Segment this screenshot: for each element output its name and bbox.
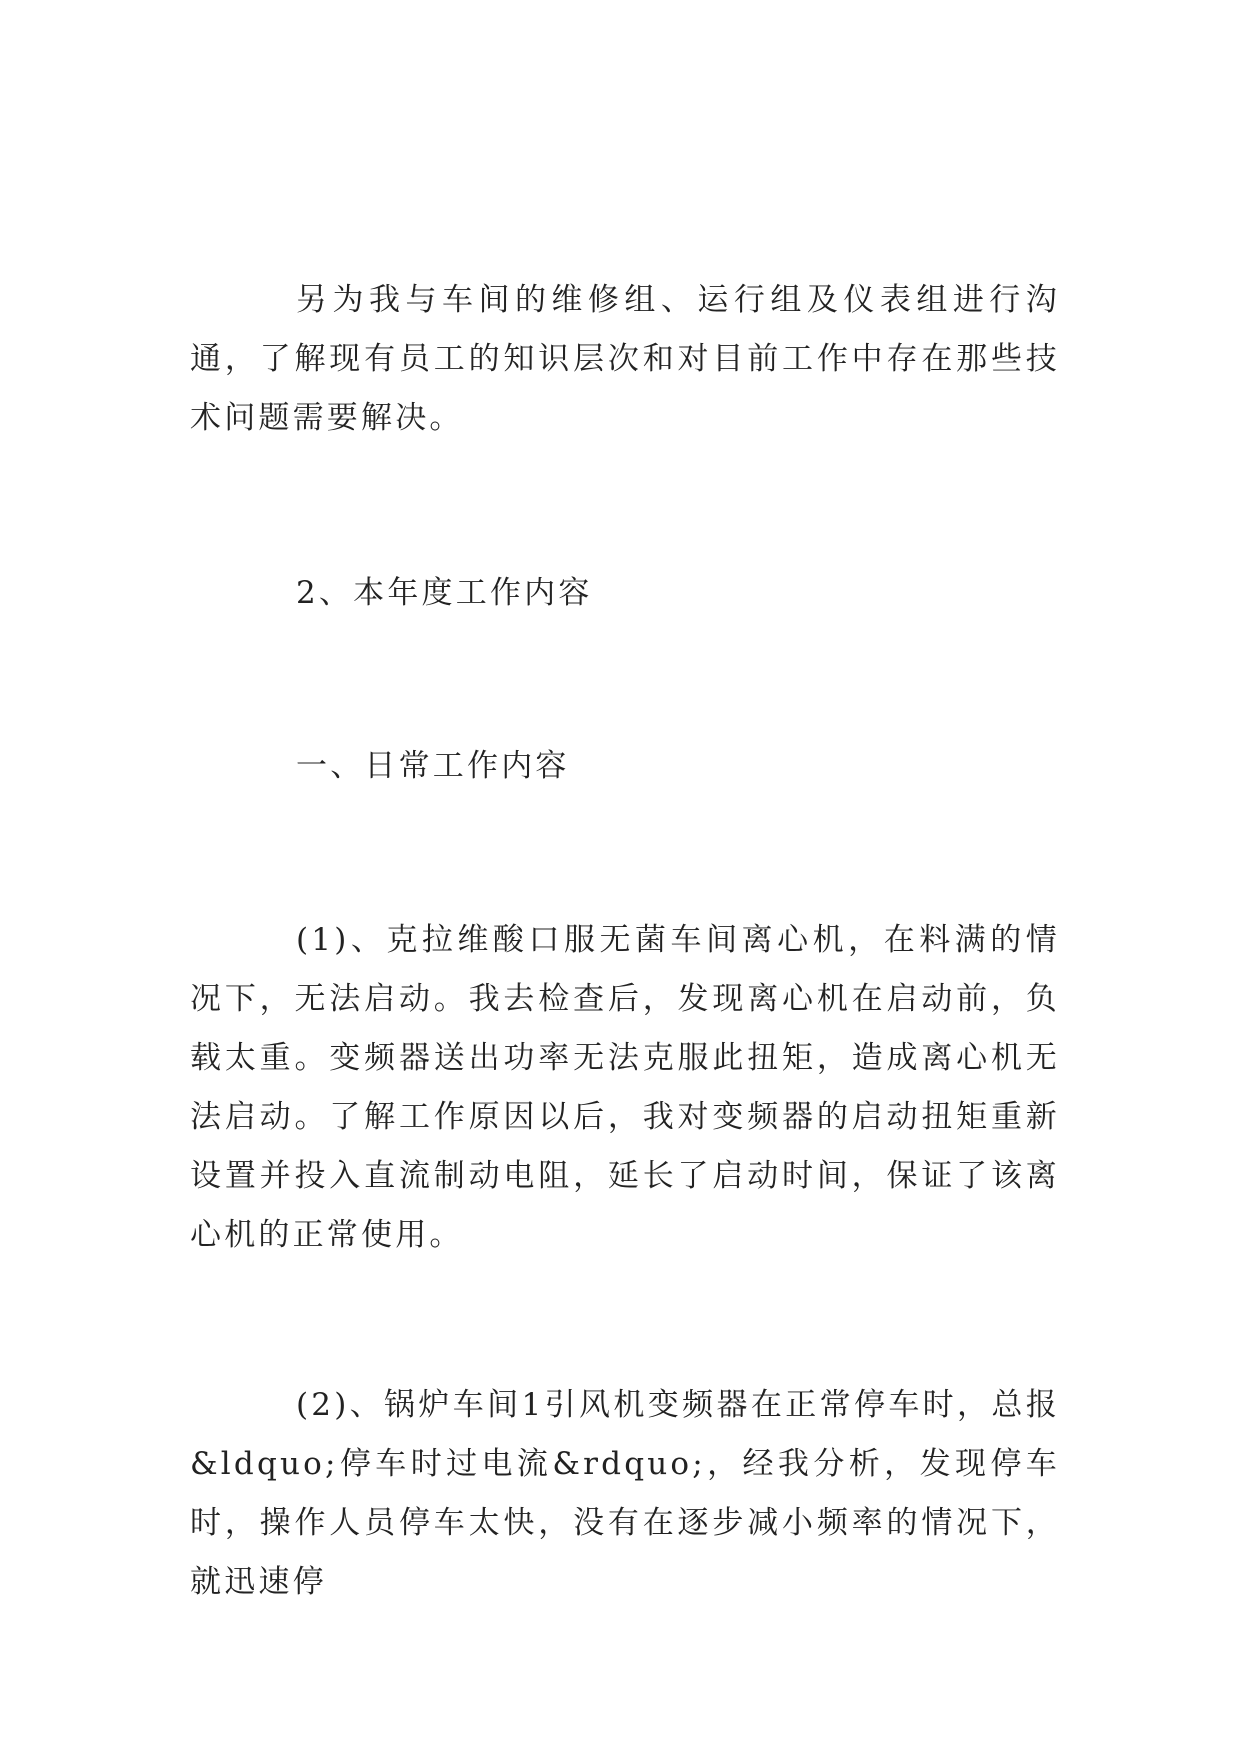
paragraph-item-1: (1)、克拉维酸口服无菌车间离心机，在料满的情况下，无法启动。我去检查后，发现离心机在启动前，负载太重。变频器送出功率无法克服此扭矩，造成离心机无法启动。了解工作原因以后，我对变频器的启动扭矩重新设置并投入直流制动电阻，延长了启动时间，保证了该离心机的正常使用。 <box>190 922 1060 1253</box>
paragraph-item-2: (2)、锅炉车间1引风机变频器在正常停车时，总报&ldquo;停车时过电流&rdquo;，经我分析，发现停车时，操作人员停车太快，没有在逐步减小频率的情况下，就迅速停 <box>190 1387 1060 1600</box>
paragraph-communication: 另为我与车间的维修组、运行组及仪表组进行沟通，了解现有员工的知识层次和对目前工作中存在那些技术问题需要解决。 <box>190 282 1060 436</box>
section-heading-annual-work: 2、本年度工作内容 <box>296 575 593 611</box>
section-heading-daily-work: 一、日常工作内容 <box>296 748 570 784</box>
